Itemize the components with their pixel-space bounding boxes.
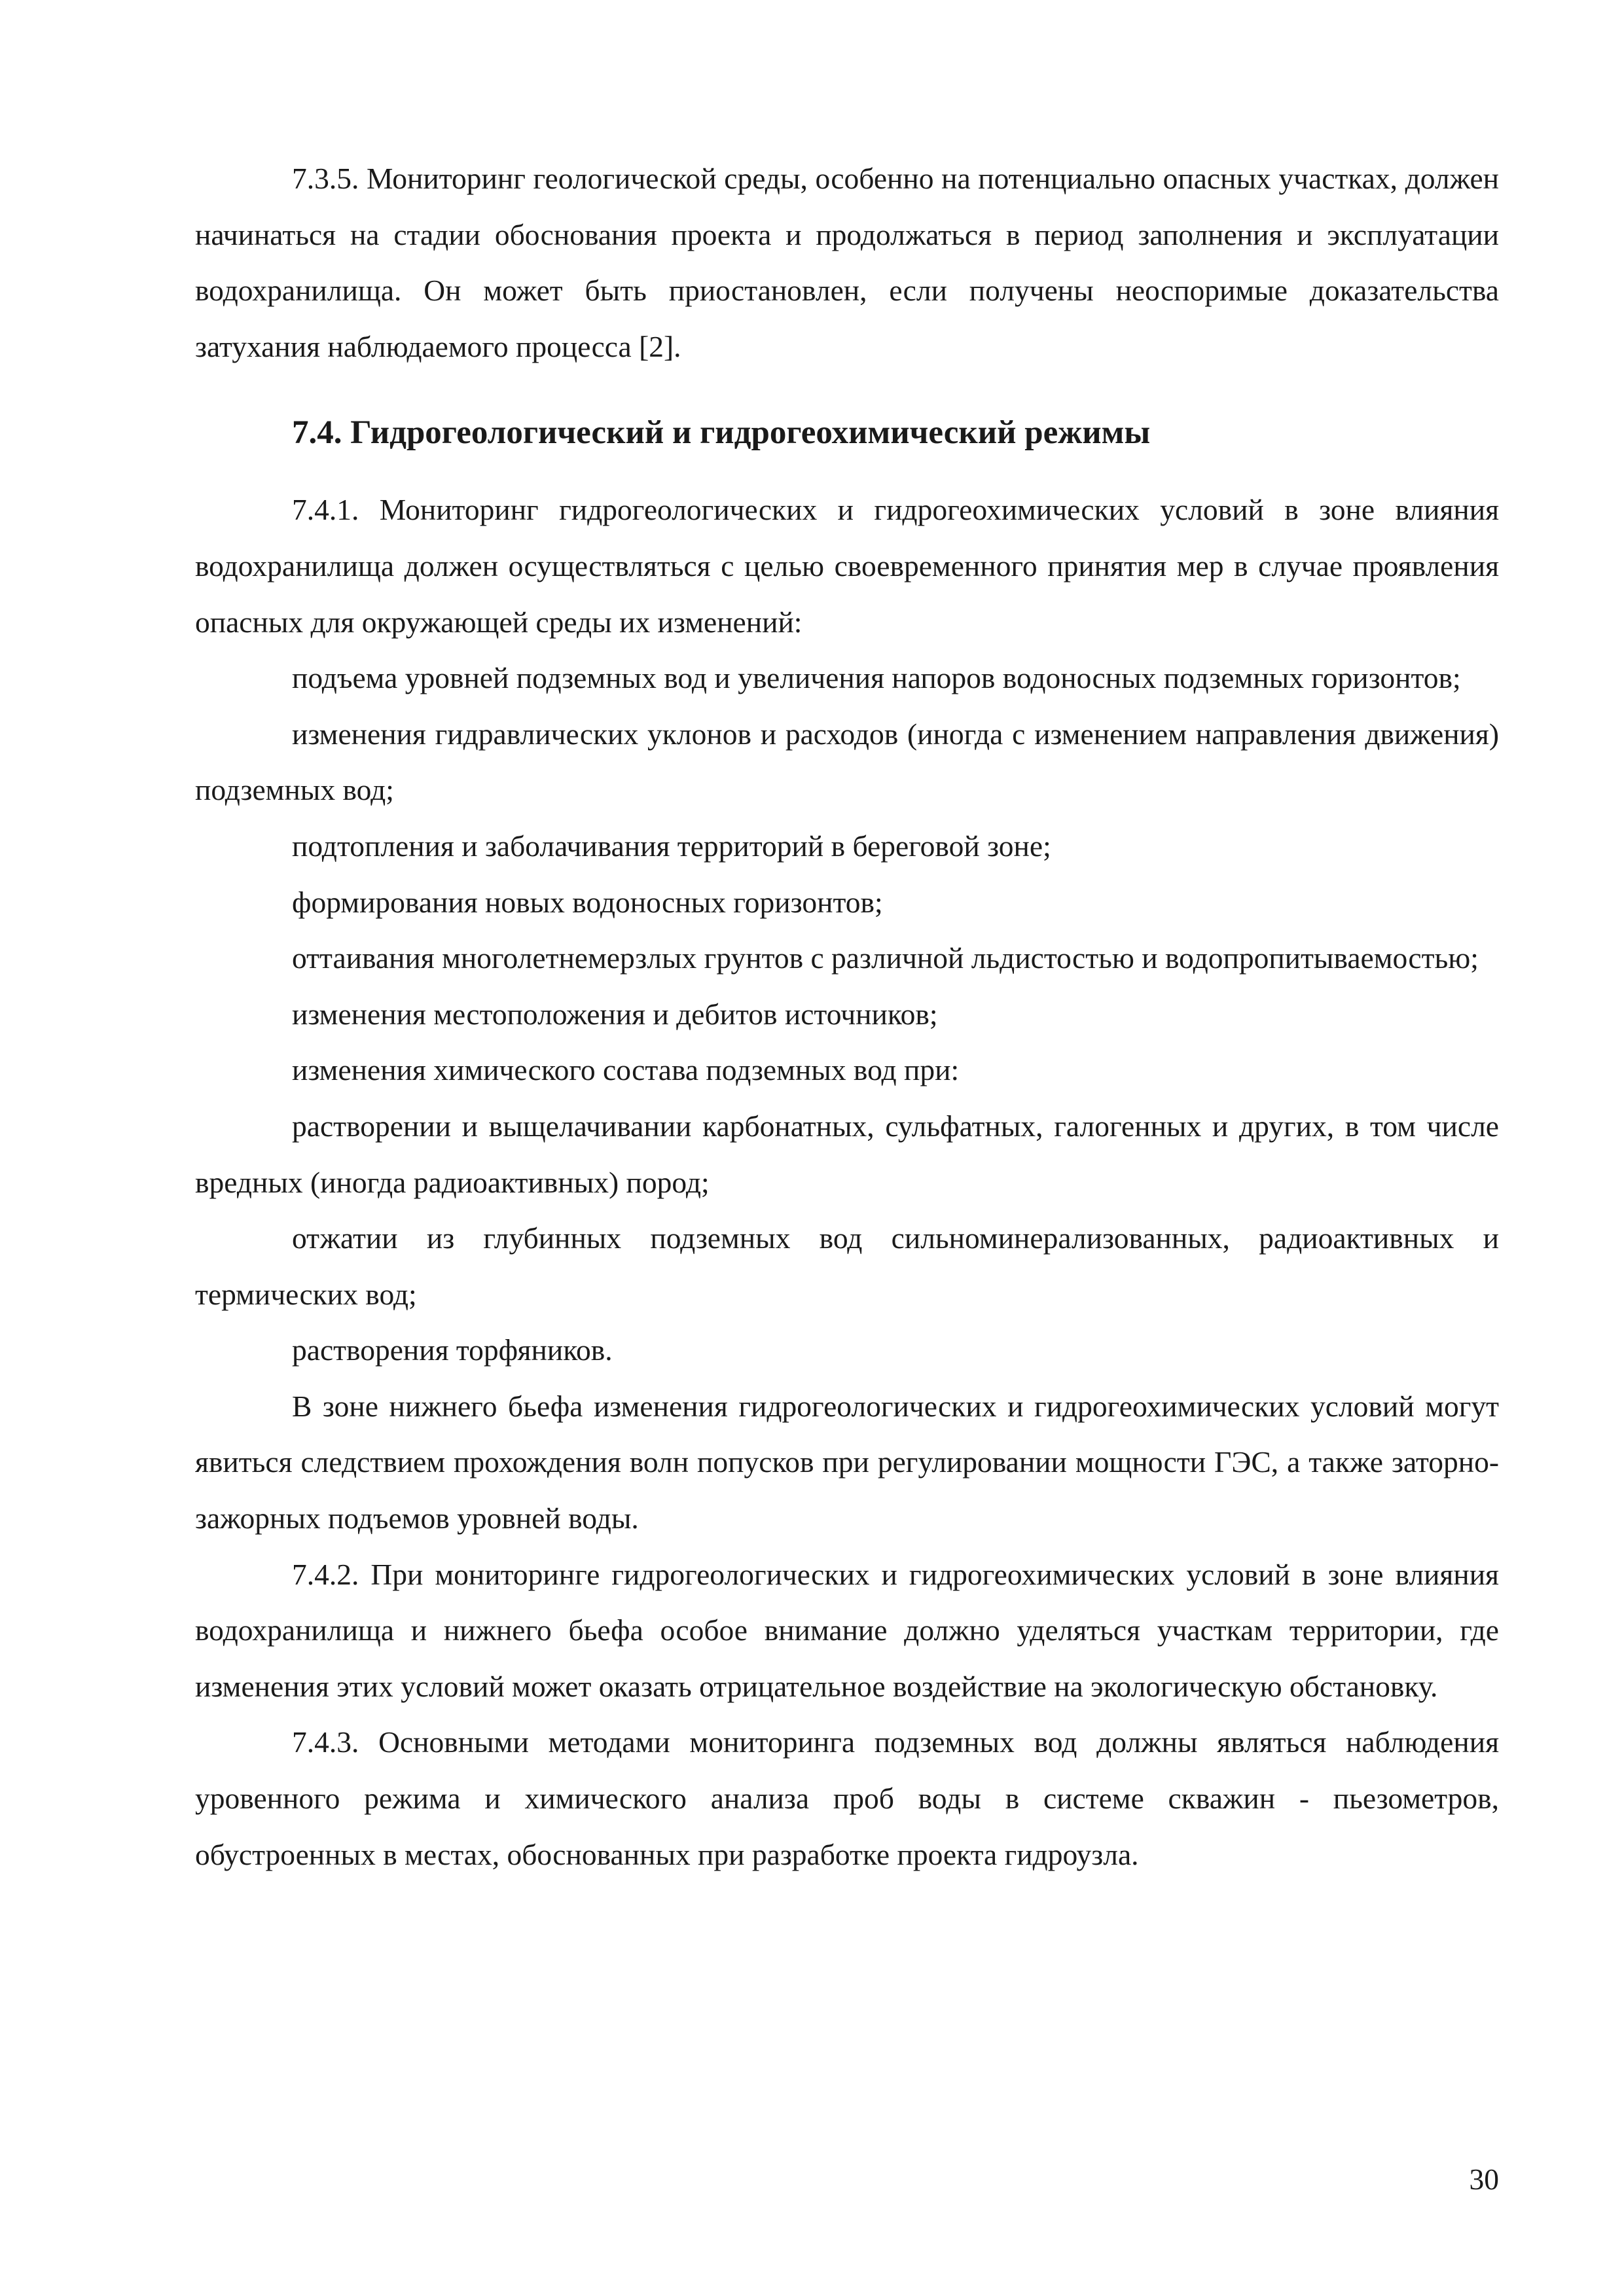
paragraph-7-3-5: 7.3.5. Мониторинг геологической среды, особенно на потенциально опасных участках, должен начинаться на стадии обоснования проекта и продолжаться в период заполнения и эксплуатации водохранилища. Он может быть приостановлен, если получены неоспоримые доказательства затухания наблюдаемого процесса [2].	[195, 162, 1499, 363]
paragraph-7-4-2: 7.4.2. При мониторинге гидрогеологических и гидрогеохимических условий в зоне влияния водохранилища и нижнего бьефа особое внимание должно уделяться участкам территории, где изменения этих условий может оказать отрицательное воздействие на экологическую обстановку.	[195, 1557, 1499, 1703]
list-item: отжатии из глубинных подземных вод сильноминерализованных, радиоактивных и термических вод;	[195, 1221, 1499, 1311]
list-item: изменения гидравлических уклонов и расходов (иногда с изменением направления движения) подземных вод;	[195, 717, 1499, 807]
document-page	[195, 151, 1499, 1882]
page-number: 30	[1469, 2162, 1499, 2196]
list-item: оттаивания многолетнемерзлых грунтов с различной льдистостью и водопропитываемостью;	[292, 941, 1479, 975]
paragraph-lower-pool: В зоне нижнего бьефа изменения гидрогеологических и гидрогеохимических условий могут явиться следствием прохождения волн попусков при регулировании мощности ГЭС, а также заторно-зажорных подъемов уровней воды.	[195, 1389, 1499, 1535]
list-item: подтопления и заболачивания территорий в береговой зоне;	[292, 829, 1051, 863]
list-item: растворении и выщелачивании карбонатных, сульфатных, галогенных и других, в том числе вредных (иногда радиоактивных) пород;	[195, 1109, 1499, 1199]
list-item: растворения торфяников.	[292, 1333, 613, 1367]
paragraph-7-4-1: 7.4.1. Мониторинг гидрогеологических и гидрогеохимических условий в зоне влияния водохранилища должен осуществляться с целью своевременного принятия мер в случае проявления опасных для окружающей среды их изменений:	[195, 493, 1499, 639]
list-item: формирования новых водоносных горизонтов;	[292, 885, 883, 919]
list-item: изменения химического состава подземных вод при:	[292, 1053, 960, 1087]
list-item: изменения местоположения и дебитов источников;	[292, 997, 938, 1031]
paragraph-7-4-3: 7.4.3. Основными методами мониторинга подземных вод должны являться наблюдения уровенного режима и химического анализа проб воды в системе скважин - пьезометров, обустроенных в местах, обоснованных при разработке проекта гидроузла.	[195, 1725, 1499, 1871]
list-item: подъема уровней подземных вод и увеличения напоров водоносных подземных горизонтов;	[292, 661, 1461, 695]
section-heading-7-4: 7.4. Гидрогеологический и гидрогеохимический режимы	[292, 414, 1151, 452]
